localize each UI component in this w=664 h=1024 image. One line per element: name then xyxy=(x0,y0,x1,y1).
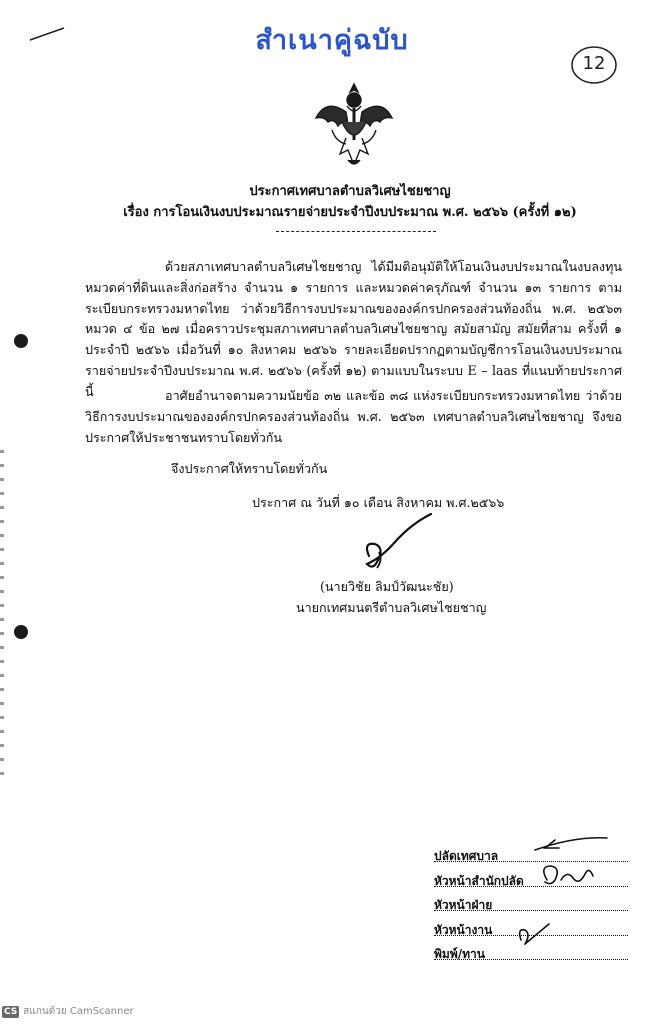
camscanner-badge: CS xyxy=(4,1007,18,1017)
garuda-emblem-icon xyxy=(312,78,396,170)
body-paragraph-3: จึงประกาศให้ทราบโดยทั่วกัน xyxy=(171,461,328,476)
body-paragraph-2 xyxy=(85,386,622,448)
signer-name: (นายวิชัย ลิมป์วัฒนะชัย) xyxy=(320,579,454,594)
copy-stamp: สำเนาคู่ฉบับ xyxy=(255,25,409,56)
punch-hole xyxy=(14,334,28,348)
paragraph-1-text: ด้วยสภาเทศบาลตำบลวิเศษไชยชาญ ได้มีมติอนุมัติให้โอนเงินงบประมาณในงบลงทุน หมวดค่าที่ดินและสิ่งก่อสร้าง จำนวน ๑ รายการ และหมวดค่าครุภัณฑ์ จำนวน ๑๓ รายการ ตามระเบียบกระทรวงมหาดไทย ว่าด้วยวิธีการงบประมาณขององค์กรปกครองส่วนท้องถิ่น พ.ศ. ๒๕๖๓ หมวด ๔ ข้อ ๒๗ เมื่อคราวประชุมสภาเทศบาลตำบลวิเศษไชยชาญ สมัยสามัญ สมัยที่สาม ครั้งที่ ๑ ประจำปี ๒๕๖๖ เมื่อวันที่ ๑๐ สิงหาคม ๒๕๖๖ รายละเอียดปรากฏตามบัญชีการโอนเงินงบประมาณรายจ่ายประจำปีงบประมาณ พ.ศ. ๒๕๖๖ (ครั้งที่ ๑๒) ตามแบบในระบบ E – laas ที่แนบท้ายประกาศนี้ xyxy=(85,259,622,399)
approval-label: ปลัดเทศบาล xyxy=(434,849,499,863)
title-divider xyxy=(276,231,436,232)
watermark-text: สแกนด้วย CamScanner xyxy=(23,1006,134,1017)
announcement-date: ประกาศ ณ วันที่ ๑๐ เดือน สิงหาคม พ.ศ.๒๕๖๖ xyxy=(252,495,505,510)
binding-edge-marks xyxy=(0,450,4,780)
approval-label: พิมพ์/ทาน xyxy=(434,947,485,961)
handwritten-initials xyxy=(495,836,635,966)
approval-label: หัวหน้าฝ่าย xyxy=(434,898,493,912)
body-paragraph-1 xyxy=(85,257,622,403)
approval-label: หัวหน้างาน xyxy=(434,922,493,937)
scanner-watermark xyxy=(2,1004,134,1022)
handwritten-signature xyxy=(355,512,435,578)
page-number: 12 xyxy=(582,53,606,74)
announcement-subject: เรื่อง การโอนเงินงบประมาณรายจ่ายประจำปีงบประมาณ พ.ศ. ๒๕๖๖ (ครั้งที่ ๑๒) xyxy=(123,205,577,220)
punch-hole xyxy=(14,625,28,639)
paragraph-2-text: อาศัยอำนาจตามความนัยข้อ ๓๒ และข้อ ๓๘ แห่งระเบียบกระทรวงมหาดไทย ว่าด้วยวิธีการงบประมาณขององค์กรปกครองส่วนท้องถิ่น พ.ศ. ๒๕๖๓ เทศบาลตำบลวิเศษไชยชาญ จึงขอประกาศให้ประชาชนทราบโดยทั่วกัน xyxy=(85,388,622,445)
signer-position: นายกเทศมนตรีตำบลวิเศษไชยชาญ xyxy=(296,600,487,615)
approval-label: หัวหน้าสำนักปลัด xyxy=(434,873,524,888)
page-number-badge xyxy=(569,44,619,86)
announcement-issuer: ประกาศเทศบาลตำบลวิเศษไชยชาญ xyxy=(249,184,451,199)
